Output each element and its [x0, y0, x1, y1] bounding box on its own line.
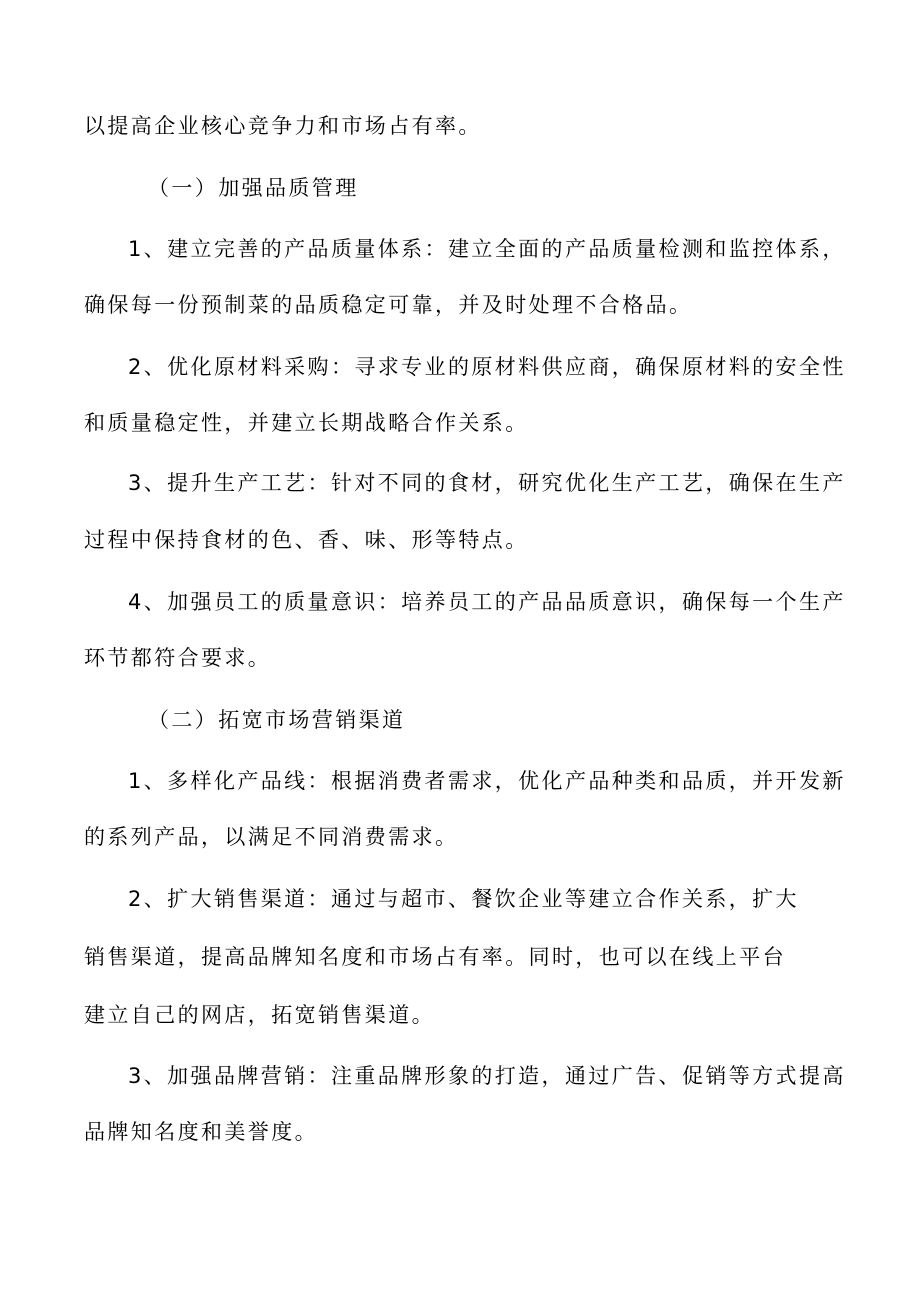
list-item-line: 3、加强品牌营销：注重品牌形象的打造，通过广告、促销等方式提高 [128, 1064, 846, 1088]
section-heading-quality: （一）加强品质管理 [148, 176, 359, 200]
paragraph-intro-tail: 以提高企业核心竞争力和市场占有率。 [84, 114, 482, 138]
list-item-line: 的系列产品，以满足不同消费需求。 [84, 825, 459, 849]
list-item-line: 销售渠道，提高品牌知名度和市场占有率。同时，也可以在线上平台 [84, 945, 786, 969]
list-item-line: 2、扩大销售渠道：通过与超市、餐饮企业等建立合作关系，扩大 [128, 887, 799, 911]
list-item-line: 1、建立完善的产品质量体系：建立全面的产品质量检测和监控体系， [128, 237, 846, 261]
list-item-line: 3、提升生产工艺：针对不同的食材，研究优化生产工艺，确保在生产 [128, 471, 846, 495]
list-item-line: 建立自己的网店，拓宽销售渠道。 [84, 1003, 435, 1027]
list-item-line: 4、加强员工的质量意识：培养员工的产品品质意识，确保每一个生产 [128, 590, 846, 614]
list-item-line: 品牌知名度和美誉度。 [84, 1120, 318, 1144]
list-item-line: 2、优化原材料采购：寻求专业的原材料供应商，确保原材料的安全性 [128, 355, 846, 379]
list-item-line: 和质量稳定性，并建立长期战略合作关系。 [84, 411, 529, 435]
list-item-line: 1、多样化产品线：根据消费者需求，优化产品种类和品质，并开发新 [128, 769, 846, 793]
section-heading-marketing: （二）拓宽市场营销渠道 [148, 708, 406, 732]
list-item-line: 确保每一份预制菜的品质稳定可靠，并及时处理不合格品。 [84, 293, 693, 317]
list-item-line: 过程中保持食材的色、香、味、形等特点。 [84, 528, 529, 552]
list-item-line: 环节都符合要求。 [84, 646, 272, 670]
